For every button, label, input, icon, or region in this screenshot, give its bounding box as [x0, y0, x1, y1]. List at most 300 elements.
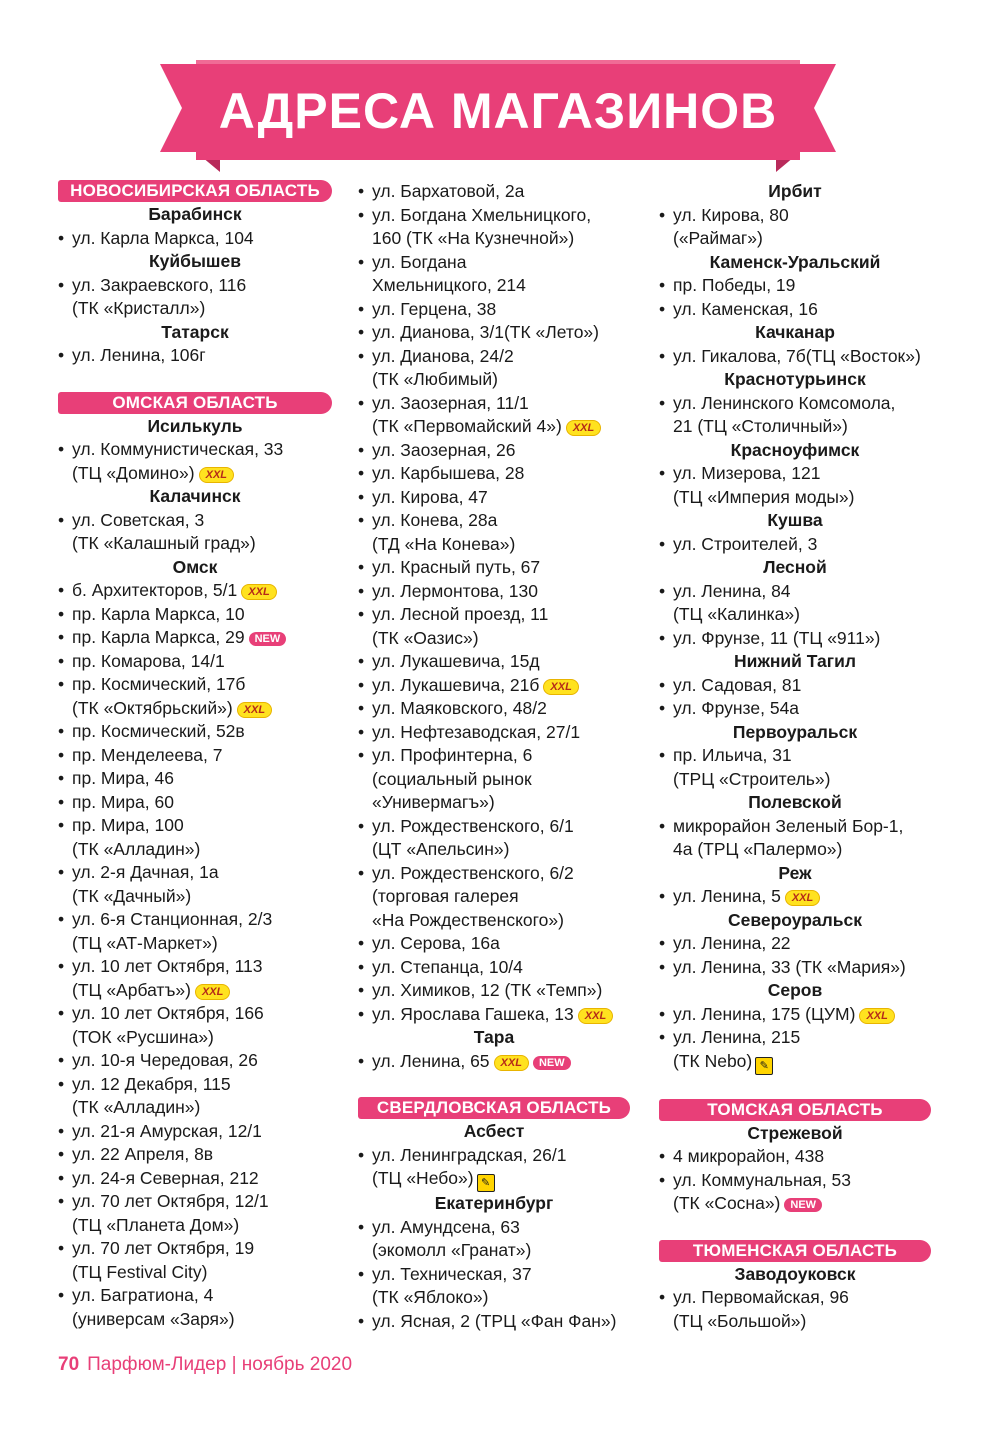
address-item: [358, 603, 630, 650]
address-line: [673, 533, 931, 557]
address-item: [358, 580, 630, 604]
address-line: [72, 438, 332, 462]
address-item: [358, 815, 630, 862]
address-text: (ТЦ «Большой»): [673, 1310, 807, 1331]
title-banner: [160, 60, 836, 176]
address-text: ул. Техническая, 37: [372, 1263, 532, 1284]
address-item: [358, 509, 630, 556]
address-line: [72, 673, 332, 697]
address-item: [58, 814, 332, 861]
address-item: [358, 1310, 630, 1334]
address-line: [72, 344, 332, 368]
address-item: [358, 321, 630, 345]
address-line: [372, 1310, 630, 1334]
address-text: (ТЦ «Планета Дом»): [72, 1214, 240, 1235]
address-line: [372, 603, 630, 627]
address-line: [372, 345, 630, 369]
address-item: [58, 650, 332, 674]
address-text: (ТД «На Конева»): [372, 533, 516, 554]
address-text: (ТЦ «Арбатъ»): [72, 979, 191, 1000]
xxl-badge: XXL: [785, 890, 820, 906]
address-text: пр. Менделеева, 7: [72, 744, 223, 765]
address-text: ул. Ярослава Гашека, 13: [372, 1003, 574, 1024]
address-item: [659, 533, 931, 557]
address-line: [673, 1003, 931, 1027]
address-item: [659, 627, 931, 651]
address-item: [358, 697, 630, 721]
address-line: [372, 791, 630, 815]
address-line: [372, 274, 630, 298]
address-item: [58, 626, 332, 650]
new-badge: NEW: [533, 1056, 571, 1070]
address-text: ул. Советская, 3: [72, 509, 205, 530]
address-line: [72, 767, 332, 791]
address-line: [72, 509, 332, 533]
address-line: [372, 392, 630, 416]
address-item: [58, 227, 332, 251]
city-name: Тара: [473, 1027, 515, 1047]
address-text: ул. Серова, 16а: [372, 933, 500, 953]
address-line: [372, 1286, 630, 1310]
address-item: [58, 1237, 332, 1284]
address-line: [372, 439, 630, 463]
address-text: ул. Садовая, 81: [673, 674, 802, 695]
address-item: [659, 345, 931, 369]
address-item: [58, 861, 332, 908]
address-text: ул. 21-я Амурская, 12/1: [72, 1120, 262, 1141]
city-name: Нижний Тагил: [734, 651, 856, 671]
address-text: ул. 10 лет Октября, 166: [72, 1003, 264, 1023]
address-text: ул. Карбышева, 28: [372, 463, 525, 483]
address-line: [673, 1286, 931, 1310]
address-line: [673, 627, 931, 651]
address-line: [372, 838, 630, 862]
address-line: [673, 415, 931, 439]
address-text: ул. Лермонтова, 130: [372, 580, 538, 601]
address-line: [372, 979, 630, 1003]
address-text: пр. Космический, 17б: [72, 674, 246, 694]
address-text: ул. Закраевского, 116: [72, 274, 247, 295]
address-line: [372, 1263, 630, 1287]
address-text: «На Рождественского»): [372, 909, 564, 930]
address-item: [358, 462, 630, 486]
address-text: 4 микрорайон, 438: [673, 1146, 825, 1166]
address-line: [673, 486, 931, 510]
address-text: ул. Ленина, 33 (ТК «Мария»): [673, 956, 906, 977]
address-text: (ТЦ «Калинка»): [673, 604, 800, 624]
address-item: [58, 744, 332, 768]
address-text: (универсам «Заря»): [72, 1308, 235, 1329]
address-line: [673, 1026, 931, 1050]
address-text: ул. Дианова, 3/1(ТК «Лето»): [372, 322, 599, 342]
address-text: ул. Химиков, 12 (ТК «Темп»): [372, 980, 603, 1000]
address-line: [72, 1143, 332, 1167]
address-text: ул. Кирова, 47: [372, 486, 488, 507]
address-item: [358, 345, 630, 392]
address-text: пр. Мира, 60: [72, 791, 174, 812]
address-item: [358, 1050, 630, 1074]
address-line: [372, 1050, 630, 1074]
address-item: [58, 1190, 332, 1237]
address-text: ул. Ленинградская, 26/1: [372, 1144, 567, 1165]
address-line: [72, 1237, 332, 1261]
address-item: [659, 1003, 931, 1027]
address-line: [673, 932, 931, 956]
address-text: ул. Маяковского, 48/2: [372, 698, 547, 718]
address-item: [659, 885, 931, 909]
address-text: ул. Ленина, 65: [372, 1050, 490, 1071]
address-item: [659, 204, 931, 251]
address-line: [72, 1002, 332, 1026]
address-item: [659, 462, 931, 509]
address-line: [72, 227, 332, 251]
address-item: [358, 1003, 630, 1027]
address-line: [673, 838, 931, 862]
footer-text: Парфюм-Лидер | ноябрь 2020: [87, 1354, 353, 1375]
address-text: пр. Карла Маркса, 29: [72, 627, 245, 647]
page-number: 70: [58, 1354, 80, 1375]
address-text: Хмельницкого, 214: [372, 275, 526, 295]
city-name: Качканар: [755, 322, 835, 342]
address-item: [358, 298, 630, 322]
city-name: Кушва: [767, 510, 823, 530]
column-3: [659, 180, 931, 1333]
city-name: Калачинск: [149, 486, 241, 506]
address-text: 4а (ТРЦ «Палермо»): [673, 839, 843, 859]
address-item: [659, 697, 931, 721]
address-item: [358, 180, 630, 204]
address-item: [358, 1144, 630, 1193]
address-text: ул. Профинтерна, 6: [372, 745, 533, 765]
address-line: [72, 1284, 332, 1308]
address-text: пр. Комарова, 14/1: [72, 650, 225, 671]
address-item: [358, 932, 630, 956]
address-item: [358, 956, 630, 980]
address-line: [72, 838, 332, 862]
address-line: [72, 626, 332, 650]
address-line: [372, 1003, 630, 1027]
address-text: (ТК «Любимый): [372, 369, 498, 389]
address-text: ул. Коммунальная, 53: [673, 1169, 852, 1190]
address-text: 160 (ТК «На Кузнечной»): [372, 228, 575, 248]
address-item: [659, 274, 931, 298]
address-item: [358, 744, 630, 815]
address-text: (социальный рынок: [372, 768, 532, 789]
address-text: ул. Ленина, 22: [673, 933, 791, 953]
address-text: (ТЦ «АТ-Маркет»): [72, 932, 218, 953]
city-name: Каменск-Уральский: [709, 251, 881, 272]
address-item: [358, 979, 630, 1003]
address-line: [72, 1026, 332, 1050]
city-name: Полевской: [748, 792, 842, 812]
address-item: [358, 1263, 630, 1310]
address-item: [358, 392, 630, 439]
address-item: [659, 932, 931, 956]
address-line: [673, 697, 931, 721]
column-1: [58, 180, 332, 1331]
address-text: ул. Дианова, 24/2: [372, 345, 514, 366]
address-item: [659, 392, 931, 439]
xxl-badge: XXL: [237, 702, 272, 718]
address-item: [58, 767, 332, 791]
city-name: Краснотурьинск: [724, 369, 866, 389]
address-item: [58, 720, 332, 744]
address-line: [372, 321, 630, 345]
section-spacer: [58, 368, 332, 392]
address-text: ул. Первомайская, 96: [673, 1287, 849, 1307]
address-line: [372, 1144, 630, 1168]
address-line: [673, 744, 931, 768]
address-line: [673, 462, 931, 486]
address-text: (ТК «Яблоко»): [372, 1287, 489, 1307]
address-text: пр. Космический, 52в: [72, 721, 245, 741]
xxl-badge: XXL: [859, 1008, 894, 1024]
city-name: Первоуральск: [732, 721, 858, 742]
address-text: ул. Рождественского, 6/1: [372, 815, 574, 836]
address-text: ул. Мизерова, 121: [673, 463, 821, 483]
address-item: [358, 251, 630, 298]
address-line: [72, 1214, 332, 1238]
address-item: [58, 955, 332, 1002]
address-line: [372, 815, 630, 839]
address-item: [659, 580, 931, 627]
city-name: Стрежевой: [747, 1122, 843, 1143]
address-line: [372, 415, 630, 439]
address-line: [372, 533, 630, 557]
address-item: [58, 438, 332, 485]
address-line: [372, 462, 630, 486]
address-line: [72, 603, 332, 627]
address-text: («Раймаг»): [673, 228, 763, 248]
address-line: [673, 1169, 931, 1193]
region-header: ТОМСКАЯ ОБЛАСТЬ: [659, 1099, 931, 1121]
address-text: (экомолл «Гранат»): [372, 1240, 532, 1260]
address-item: [659, 815, 931, 862]
address-line: [72, 697, 332, 721]
address-text: ул. 10-я Чередовая, 26: [72, 1050, 258, 1070]
city-name: Ирбит: [768, 181, 822, 201]
city-name: Красноуфимск: [730, 439, 860, 460]
address-text: пр. Победы, 19: [673, 275, 796, 295]
address-text: (ТЦ «Империя моды»): [673, 486, 855, 507]
address-text: ул. Ленина, 175 (ЦУМ): [673, 1003, 856, 1024]
address-text: (ТК «Дачный»): [72, 885, 192, 906]
address-text: ул. Бархатовой, 2а: [372, 181, 525, 201]
address-line: [72, 720, 332, 744]
address-line: [372, 885, 630, 909]
address-text: (ТРЦ «Строитель»): [673, 768, 831, 789]
address-text: ул. Заозерная, 26: [372, 439, 516, 460]
address-line: [72, 932, 332, 956]
address-line: [372, 509, 630, 533]
address-line: [673, 392, 931, 416]
address-line: [673, 1310, 931, 1334]
address-item: [659, 1286, 931, 1333]
address-text: (ТК «Калашный град»): [72, 533, 256, 553]
address-line: [372, 486, 630, 510]
region-header: ОМСКАЯ ОБЛАСТЬ: [58, 392, 332, 414]
address-item: [58, 791, 332, 815]
address-text: (ТК «Алладин»): [72, 1097, 201, 1117]
address-text: ул. Конева, 28а: [372, 510, 498, 530]
city-name: Североуральск: [727, 909, 863, 930]
city-name: Барабинск: [148, 204, 242, 224]
xxl-badge: XXL: [578, 1008, 613, 1024]
address-line: [372, 251, 630, 275]
address-item: [58, 509, 332, 556]
address-text: ул. Ленина, 5: [673, 886, 781, 906]
city-name: Асбест: [463, 1121, 525, 1141]
address-text: (торговая галерея: [372, 886, 519, 906]
xxl-badge: XXL: [195, 984, 230, 1000]
address-line: [372, 1239, 630, 1263]
address-line: [72, 274, 332, 298]
address-line: [372, 650, 630, 674]
address-line: [372, 1216, 630, 1240]
address-line: [673, 885, 931, 909]
address-text: ул. Богдана: [372, 251, 467, 272]
address-text: (ТК Nebo): [673, 1050, 753, 1071]
city-name: Серов: [767, 980, 823, 1000]
address-line: [673, 1145, 931, 1169]
address-line: [72, 462, 332, 486]
region-header: НОВОСИБИРСКАЯ ОБЛАСТЬ: [58, 180, 332, 202]
region-header: ТЮМЕНСКАЯ ОБЛАСТЬ: [659, 1240, 931, 1262]
address-item: [358, 674, 630, 698]
address-line: [673, 603, 931, 627]
city-name: Омск: [172, 556, 218, 577]
address-line: [72, 1073, 332, 1097]
address-line: [673, 298, 931, 322]
city-name: Реж: [778, 862, 812, 883]
address-text: ул. Ленина, 215: [673, 1027, 801, 1047]
address-line: [372, 368, 630, 392]
address-item: [58, 274, 332, 321]
address-item: [58, 1284, 332, 1331]
address-line: [372, 909, 630, 933]
address-item: [58, 673, 332, 720]
address-item: [358, 650, 630, 674]
address-line: [72, 979, 332, 1003]
city-name: Татарск: [161, 321, 229, 342]
address-text: (ТЦ «Домино»): [72, 462, 195, 483]
address-line: [72, 532, 332, 556]
city-name: Исилькуль: [147, 415, 243, 436]
address-line: [72, 1049, 332, 1073]
address-line: [673, 227, 931, 251]
address-text: микрорайон Зеленый Бор-1,: [673, 815, 904, 836]
address-line: [72, 1261, 332, 1285]
address-text: ул. 24-я Северная, 212: [72, 1167, 259, 1188]
address-line: [673, 1050, 931, 1075]
address-item: [58, 1167, 332, 1191]
address-item: [358, 556, 630, 580]
address-text: пр. Мира, 100: [72, 815, 184, 835]
address-text: ул. Карла Маркса, 104: [72, 227, 254, 248]
address-text: ул. Герцена, 38: [372, 298, 497, 319]
address-item: [358, 862, 630, 933]
address-line: [673, 345, 931, 369]
address-item: [358, 1216, 630, 1263]
address-line: [673, 956, 931, 980]
address-line: [673, 204, 931, 228]
address-line: [72, 579, 332, 603]
address-text: ул. 70 лет Октября, 19: [72, 1238, 255, 1258]
address-item: [659, 298, 931, 322]
xxl-badge: XXL: [566, 420, 601, 436]
address-text: «Универмагъ»): [372, 792, 495, 812]
address-line: [372, 227, 630, 251]
address-text: (ТК «Алладин»): [72, 838, 201, 859]
tool-icon: ✎: [477, 1174, 495, 1192]
xxl-badge: XXL: [241, 584, 276, 600]
address-text: ул. Гикалова, 7б(ТЦ «Восток»): [673, 345, 921, 366]
address-text: ул. Фрунзе, 54а: [673, 698, 800, 718]
address-text: (ЦТ «Апельсин»): [372, 839, 510, 859]
tool-icon: ✎: [755, 1057, 773, 1075]
address-line: [72, 1096, 332, 1120]
xxl-badge: XXL: [494, 1055, 529, 1071]
address-text: пр. Ильича, 31: [673, 745, 792, 765]
new-badge: NEW: [249, 632, 287, 646]
address-line: [372, 204, 630, 228]
address-line: [372, 580, 630, 604]
address-text: ул. Нефтезаводская, 27/1: [372, 721, 581, 742]
address-item: [358, 204, 630, 251]
address-text: ул. Ленинского Комсомола,: [673, 392, 896, 413]
address-text: ул. 70 лет Октября, 12/1: [72, 1191, 269, 1211]
section-spacer: [358, 1073, 630, 1097]
address-line: [372, 180, 630, 204]
address-item: [58, 1002, 332, 1049]
address-line: [72, 814, 332, 838]
address-line: [673, 768, 931, 792]
address-item: [659, 956, 931, 980]
address-text: (ТК «Кристалл»): [72, 298, 206, 318]
section-spacer: [659, 1075, 931, 1099]
address-line: [72, 1167, 332, 1191]
address-text: 21 (ТЦ «Столичный»): [673, 416, 848, 436]
address-text: ул. 22 Апреля, 8в: [72, 1144, 214, 1164]
address-item: [358, 721, 630, 745]
address-text: ул. Багратиона, 4: [72, 1285, 214, 1305]
section-spacer: [659, 1216, 931, 1240]
address-item: [659, 1145, 931, 1169]
address-line: [72, 885, 332, 909]
address-text: ул. Ленина, 84: [673, 580, 791, 601]
new-badge: NEW: [784, 1198, 822, 1212]
page-title: АДРЕСА МАГАЗИНОВ: [218, 83, 778, 139]
address-item: [58, 908, 332, 955]
city-name: Куйбышев: [148, 251, 241, 271]
address-line: [372, 744, 630, 768]
address-item: [58, 1143, 332, 1167]
footer: [58, 1354, 352, 1376]
address-text: ул. 2-я Дачная, 1а: [72, 862, 219, 882]
address-line: [372, 768, 630, 792]
address-line: [72, 861, 332, 885]
address-text: ул. Лесной проезд, 11: [372, 604, 549, 624]
address-line: [72, 1120, 332, 1144]
address-line: [372, 1167, 630, 1192]
address-line: [673, 1192, 931, 1216]
address-item: [58, 1120, 332, 1144]
address-item: [58, 579, 332, 603]
address-text: ул. Строителей, 3: [673, 533, 818, 554]
address-item: [659, 674, 931, 698]
address-line: [372, 298, 630, 322]
city-name: Лесной: [763, 557, 827, 577]
